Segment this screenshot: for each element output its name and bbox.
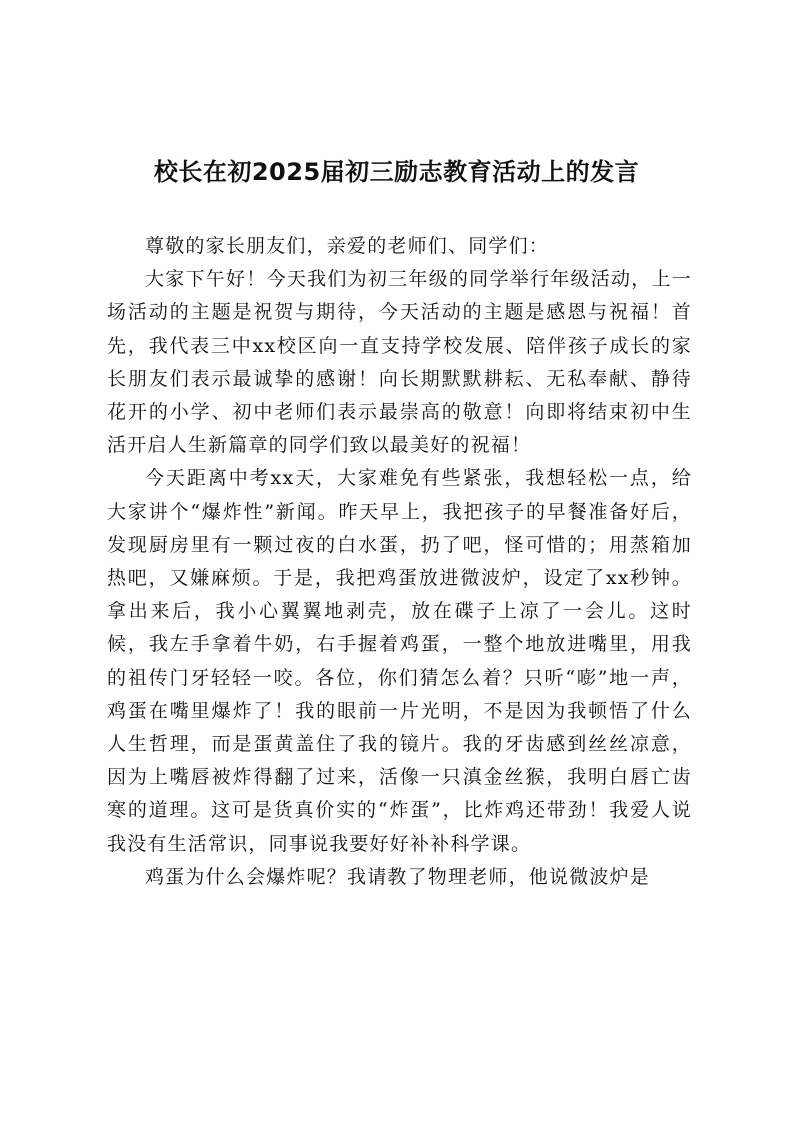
explanation-paragraph: 鸡蛋为什么会爆炸呢？我请教了物理老师，他说微波炉是 xyxy=(145,865,651,888)
greeting-paragraph: 大家下午好！今天我们为初三年级的同学举行年级活动，上一场活动的主题是祝贺与期待，今天活动的主题是感恩与祝福！首先，我代表三中xx校区向一直支持学校发展、陪伴孩子成长的家长朋友们表示最诚挚的感谢！向长期默默耕耘、无私奉献、静待花开的小学、初中老师们表示最崇高的敬意！向即将结束初中生活开启人生新篇章的同学们致以最美好的祝福！ xyxy=(107,268,692,457)
document-title: 校长在初2025届初三励志教育活动上的发言 xyxy=(153,158,640,186)
salutation-paragraph: 尊敬的家长朋友们，亲爱的老师们、同学们： xyxy=(145,235,550,257)
story-paragraph: 今天距离中考xx天，大家难免有些紧张，我想轻松一点，给大家讲个“爆炸性”新闻。昨天早上，我把孩子的早餐准备好后，发现厨房里有一颗过夜的白水蛋，扔了吧，怪可惜的；用蒸箱加热吧，又嫌麻烦。于是，我把鸡蛋放进微波炉，设定了xx秒钟。拿出来后，我小心翼翼地剥壳，放在碟子上凉了一会儿。这时候，我左手拿着牛奶，右手握着鸡蛋，一整个地放进嘴里，用我的祖传门牙轻轻一咬。各位，你们猜怎么着？只听“嘭”地一声，鸡蛋在嘴里爆炸了！我的眼前一片光明，不是因为我顿悟了什么人生哲理，而是蛋黄盖住了我的镜片。我的牙齿感到丝丝凉意，因为上嘴唇被炸得翻了过来，活像一只滇金丝猴，我明白唇亡齿寒的道理。这可是货真价实的“炸蛋”，比炸鸡还带劲！我爱人说我没有生活常识，同事说我要好好补补科学课。 xyxy=(107,467,692,855)
document-body xyxy=(107,230,692,894)
